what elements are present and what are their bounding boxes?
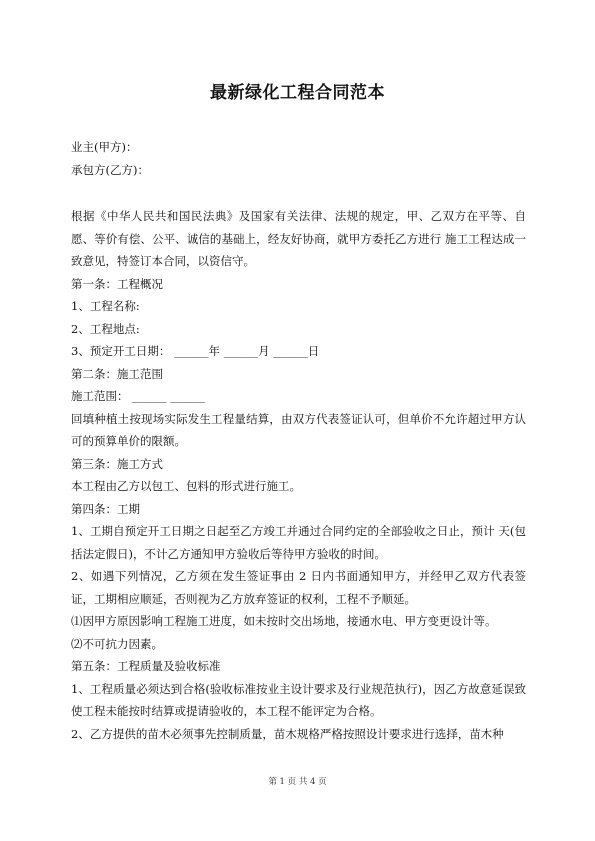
party-a-line: 业主(甲方)： (71, 140, 138, 154)
article-4-subitem-1: ⑴因甲方原因影响工程施工进度，如未按时交出场地，接通水电、甲方变更设计等。 (71, 614, 497, 628)
intro-paragraph: 根据《中华人民共和国民法典》及国家有关法律、法规的规定，甲、乙双方在平等、自愿、等价有偿、公平、诚信的基础上，经友好协商，就甲方委托乙方进行 施工工程达成一致意见，特签订本合同，以资信守。 (71, 209, 526, 268)
document-title: 最新绿化工程合同范本 (210, 83, 385, 103)
article-1-heading: 第一条：工程概况 (71, 276, 163, 291)
party-b-line: 承包方(乙方)： (71, 162, 149, 177)
article-3-heading: 第三条：施工方式 (71, 456, 163, 471)
article-2-heading: 第二条：施工范围 (71, 366, 163, 381)
article-5-heading: 第五条：工程质量及验收标准 (71, 659, 221, 673)
article-1-item-1: 1、工程名称: (71, 299, 140, 313)
article-4-paragraph-1: 1、工期自预定开工日期之日起至乙方竣工并通过合同约定的全部验收之日止，预计 天(包括法定假日)，不计乙方通知甲方验收后等待甲方验收的时间。 (71, 524, 526, 561)
article-1-item-2: 2、工程地点: (71, 321, 140, 336)
page-footer: 第 1 页 共 4 页 (268, 777, 327, 787)
article-5-paragraph-1: 1、工程质量必须达到合格(验收标准按业主设计要求及行业规范执行)，因乙方故意延误致使工程未能按时结算或提请验收的，本工程不能评定为合格。 (71, 681, 526, 718)
article-1-item-3: 3、预定开工日期： ______年 ______月 ______日 (71, 344, 320, 358)
article-4-heading: 第四条：工期 (71, 501, 140, 516)
article-4-paragraph-2: 2、如遇下列情况，乙方须在发生签证事由 2 日内书面通知甲方，并经甲乙双方代表签证，工期相应顺延，否则视为乙方放弃签证的权利，工程不予顺延。 (71, 569, 526, 606)
party-block (71, 136, 526, 181)
article-2-paragraph: 回填种植土按现场实际发生工程量结算，由双方代表签证认可，但单价不允许超过甲方认可的预算单价的限额。 (71, 411, 526, 448)
article-4-subitem-2: ⑵不可抗力因素。 (71, 636, 163, 651)
article-2-scope: 施工范围： ______ ______ (71, 389, 205, 403)
article-5-paragraph-2: 2、乙方提供的苗木必须事先控制质量，苗木规格严格按照设计要求进行选择，苗木种 (71, 726, 504, 741)
article-3-paragraph: 本工程由乙方以包工、包料的形式进行施工。 (71, 479, 301, 493)
contract-body (71, 205, 526, 745)
